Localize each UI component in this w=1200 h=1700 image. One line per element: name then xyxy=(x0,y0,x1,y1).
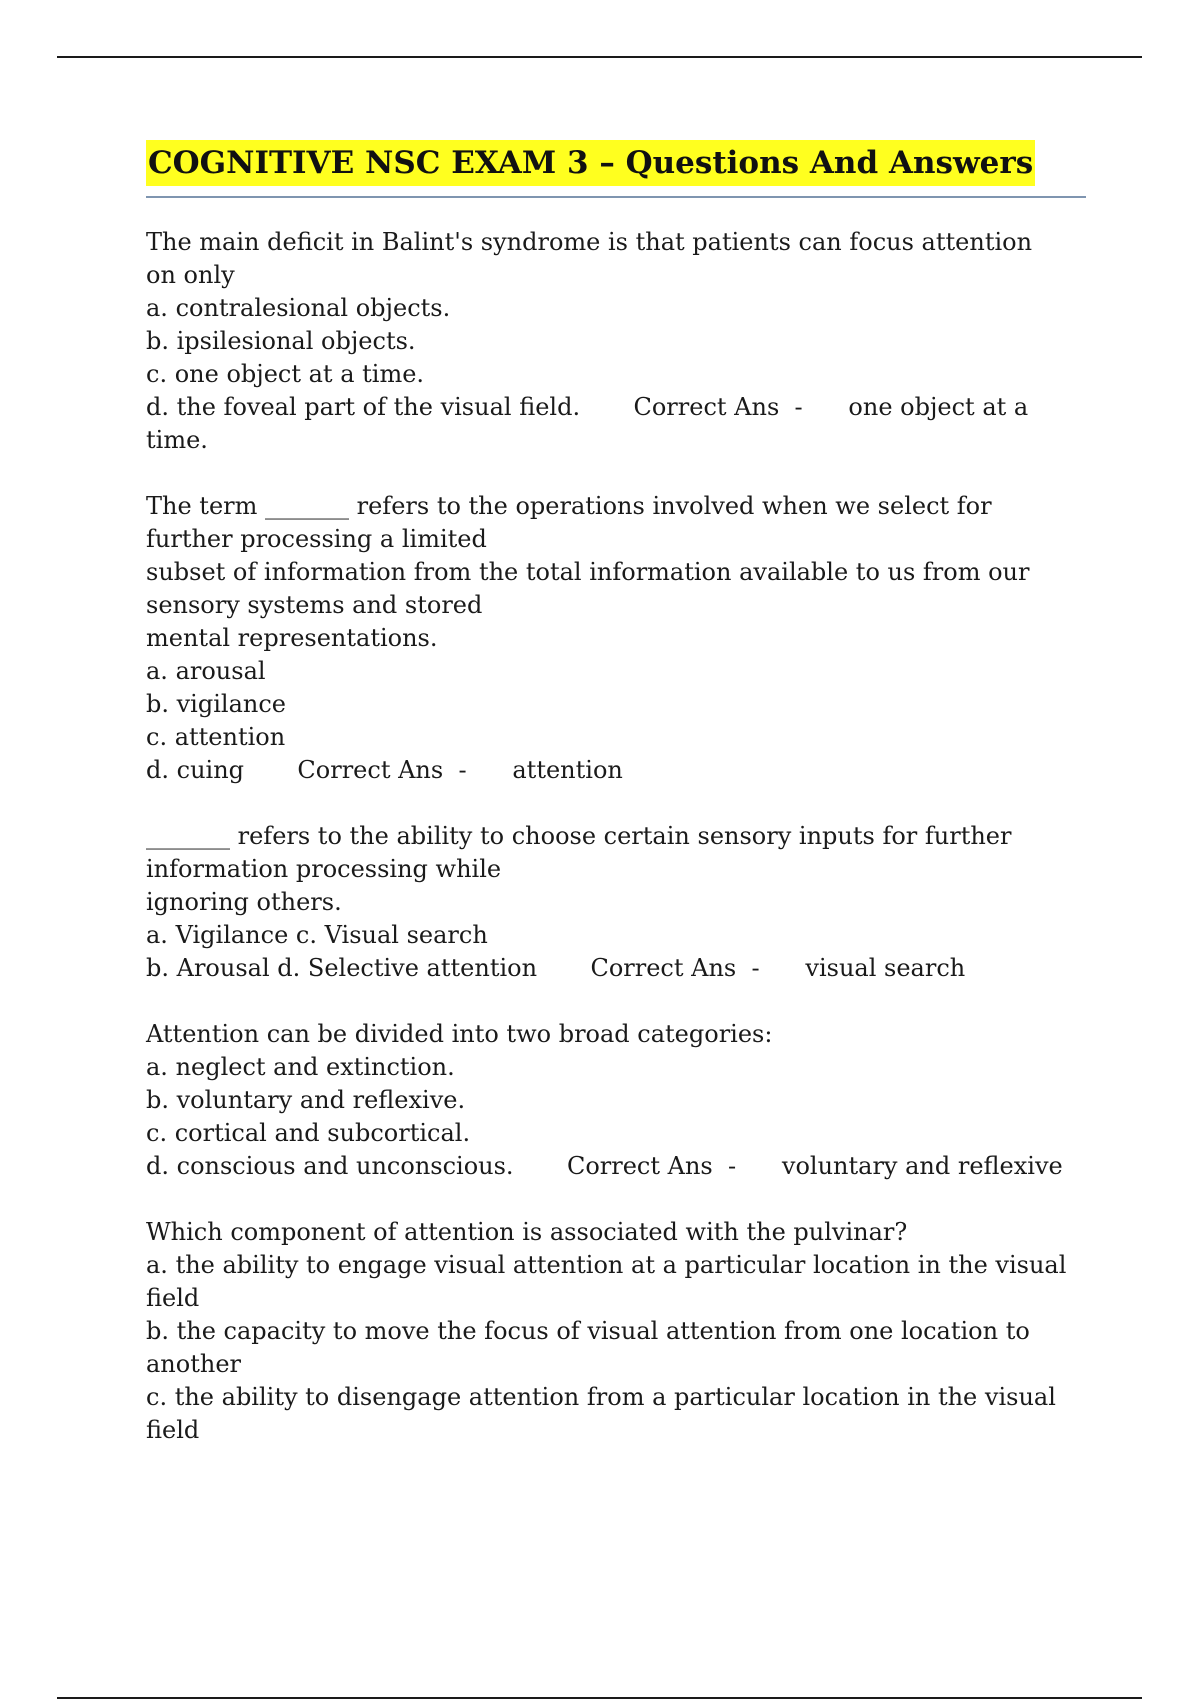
question-3 xyxy=(146,820,1086,985)
correct-answer-label: Correct Ans - xyxy=(297,756,467,784)
answer-option: c. attention xyxy=(146,723,286,751)
answer-option: another xyxy=(146,1350,241,1378)
answer-option: a. neglect and extinction. xyxy=(146,1053,455,1081)
answer-option: d. cuing xyxy=(146,756,245,784)
question-stem: further processing a limited xyxy=(146,525,487,553)
answer-option: a. contralesional objects. xyxy=(146,294,451,322)
correct-answer: visual search xyxy=(805,954,966,982)
correct-answer-label: Correct Ans - xyxy=(633,393,803,421)
question-stem: Which component of attention is associated with the pulvinar? xyxy=(146,1218,908,1246)
bottom-rule xyxy=(57,1697,1142,1699)
question-stem: Attention can be divided into two broad categories: xyxy=(146,1020,773,1048)
answer-option: d. conscious and unconscious. xyxy=(146,1152,514,1180)
answer-option-with-key xyxy=(146,1150,1086,1183)
question-stem: on only xyxy=(146,261,235,289)
answer-option-with-key xyxy=(146,952,1086,985)
answer-option: b. the capacity to move the focus of visual attention from one location to xyxy=(146,1317,1030,1345)
answer-option: field xyxy=(146,1416,200,1444)
answer-option: b. ipsilesional objects. xyxy=(146,327,416,355)
document-body xyxy=(146,140,1086,1480)
question-stem: information processing while xyxy=(146,855,502,883)
answer-option-with-key xyxy=(146,754,1086,787)
answer-option: c. cortical and subcortical. xyxy=(146,1119,471,1147)
answer-option: a. Vigilance c. Visual search xyxy=(146,921,488,949)
correct-answer: one object at a xyxy=(848,393,1029,421)
question-stem: subset of information from the total information available to us from our xyxy=(146,558,1030,586)
question-stem: ignoring others. xyxy=(146,888,342,916)
correct-answer: voluntary and reflexive xyxy=(781,1152,1063,1180)
correct-answer-continued: time. xyxy=(146,426,208,454)
title-bar xyxy=(146,140,1086,198)
page-title: COGNITIVE NSC EXAM 3 – Questions And Answers xyxy=(146,140,1035,186)
question-list xyxy=(146,226,1086,1447)
question-stem: The main deficit in Balint's syndrome is that patients can focus attention xyxy=(146,228,1033,256)
question-stem: _______ refers to the ability to choose certain sensory inputs for further xyxy=(146,822,1012,850)
question-2 xyxy=(146,490,1086,787)
question-stem: mental representations. xyxy=(146,624,438,652)
question-stem: sensory systems and stored xyxy=(146,591,483,619)
correct-answer: attention xyxy=(512,756,623,784)
question-stem: The term _______ refers to the operations involved when we select for xyxy=(146,492,992,520)
answer-option: c. one object at a time. xyxy=(146,360,425,388)
question-5 xyxy=(146,1216,1086,1447)
answer-option: b. vigilance xyxy=(146,690,286,718)
answer-option: d. the foveal part of the visual field. xyxy=(146,393,581,421)
answer-option: c. the ability to disengage attention from a particular location in the visual xyxy=(146,1383,1056,1411)
question-1 xyxy=(146,226,1086,457)
answer-option-with-key xyxy=(146,391,1086,424)
answer-option: a. arousal xyxy=(146,657,266,685)
answer-option: b. voluntary and reflexive. xyxy=(146,1086,466,1114)
top-rule xyxy=(57,56,1142,58)
answer-option: field xyxy=(146,1284,200,1312)
question-4 xyxy=(146,1018,1086,1183)
answer-option: b. Arousal d. Selective attention xyxy=(146,954,538,982)
answer-option: a. the ability to engage visual attention at a particular location in the visual xyxy=(146,1251,1067,1279)
correct-answer-label: Correct Ans - xyxy=(590,954,760,982)
correct-answer-label: Correct Ans - xyxy=(566,1152,737,1180)
